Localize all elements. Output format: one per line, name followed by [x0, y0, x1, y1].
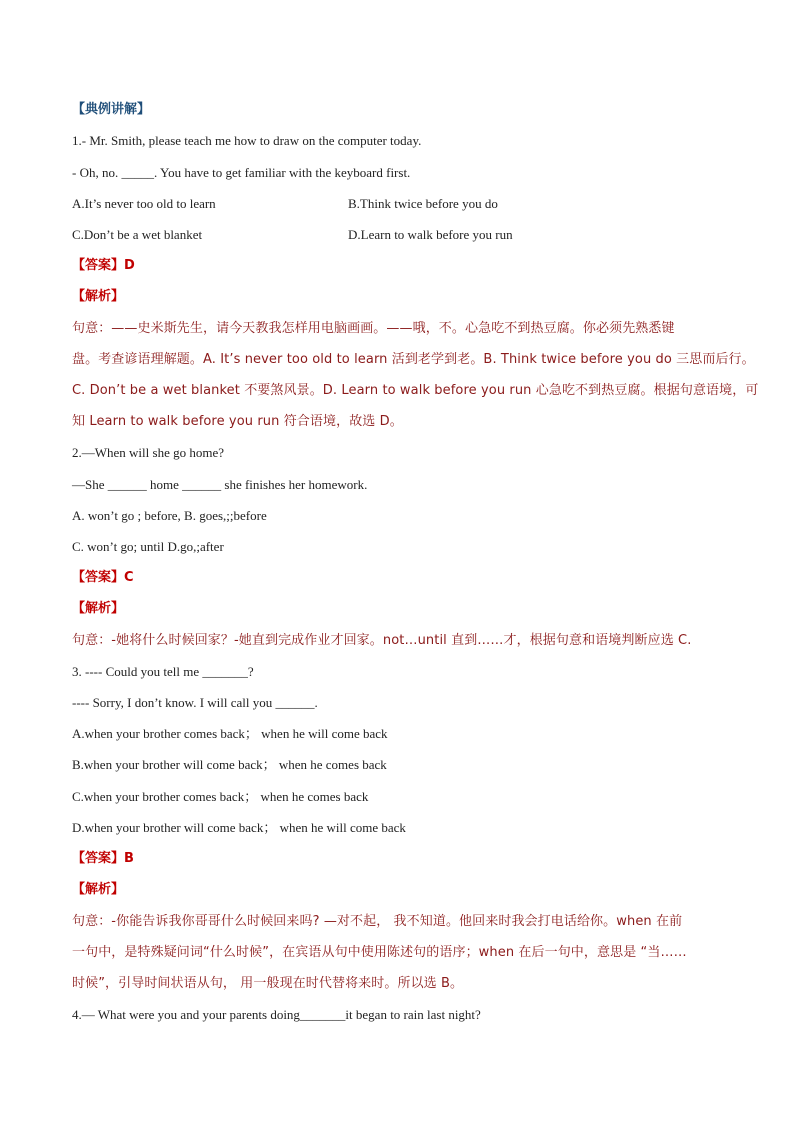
q3-stem-line-2: ---- Sorry, I don’t know. I will call you ______.: [72, 695, 318, 710]
q1-analysis-label: 【解析】: [72, 289, 125, 304]
q4-stem-line-1: 4.— What were you and your parents doing_______it began to rain last night?: [72, 1007, 481, 1022]
q3-analysis-label: 【解析】: [72, 882, 125, 897]
q1-stem-line-2: - Oh, no. _____. You have to get familiar with the keyboard first.: [72, 165, 411, 180]
q1-explanation-line-3: C. Don’t be a wet blanket 不要煞风景。D. Learn to walk before you run 心急吃不到热豆腐。根据句意语境，可: [72, 383, 759, 398]
q2-analysis-label: 【解析】: [72, 601, 125, 616]
q3-option-a: A.when your brother comes back； when he will come back: [72, 726, 388, 741]
q1-option-d: D.Learn to walk before you run: [348, 227, 513, 242]
q3-stem-line-1: 3. ---- Could you tell me _______?: [72, 664, 254, 679]
q1-option-a: A.It’s never too old to learn: [72, 196, 216, 211]
q1-options-row-1: [72, 195, 724, 213]
q2-stem-line-1: 2.—When will she go home?: [72, 445, 224, 460]
section-heading: 【典例讲解】: [72, 102, 151, 117]
q1-answer: 【答案】D: [72, 258, 135, 273]
q3-option-d: D.when your brother will come back； when he will come back: [72, 820, 406, 835]
q1-explanation-line-1: 句意：——史米斯先生，请今天教我怎样用电脑画画。——哦，不。心急吃不到热豆腐。你必须先熟悉键: [72, 321, 675, 336]
q2-explanation-line-1: 句意：-她将什么时候回家？-她直到完成作业才回家。not…until 直到……才，根据句意和语境判断应选 C.: [72, 633, 692, 648]
q3-explanation-line-3: 时候”，引导时间状语从句， 用一般现在时代替将来时。所以选 B。: [72, 976, 464, 991]
q1-explanation-line-4: 知 Learn to walk before you run 符合语境，故选 D。: [72, 414, 403, 429]
q1-option-b: B.Think twice before you do: [348, 196, 498, 211]
q1-option-c: C.Don’t be a wet blanket: [72, 227, 203, 242]
q1-stem-line-1: 1.- Mr. Smith, please teach me how to draw on the computer today.: [72, 133, 422, 148]
q2-options-ab: A. won’t go ; before, B. goes,;;before: [72, 508, 267, 523]
q3-explanation-line-1: 句意：-你能告诉我你哥哥什么时候回来吗? —对不起， 我不知道。他回来时我会打电话给你。when 在前: [72, 914, 683, 929]
q2-options-cd: C. won’t go; until D.go,;after: [72, 539, 224, 554]
q3-answer: 【答案】B: [72, 851, 134, 866]
q3-option-b: B.when your brother will come back； when he comes back: [72, 757, 387, 772]
q3-explanation-line-2: 一句中，是特殊疑问词“什么时候”，在宾语从句中使用陈述句的语序；when 在后一句中，意思是 “当……: [72, 945, 687, 960]
q2-stem-line-2: —She ______ home ______ she finishes her homework.: [72, 477, 368, 492]
q2-answer: 【答案】C: [72, 570, 134, 585]
q3-option-c: C.when your brother comes back； when he comes back: [72, 789, 369, 804]
q1-explanation-line-2: 盘。考查谚语理解题。A. It’s never too old to learn 活到老学到老。B. Think twice before you do 三思而后行。: [72, 352, 755, 367]
q1-options-row-2: [72, 226, 724, 244]
